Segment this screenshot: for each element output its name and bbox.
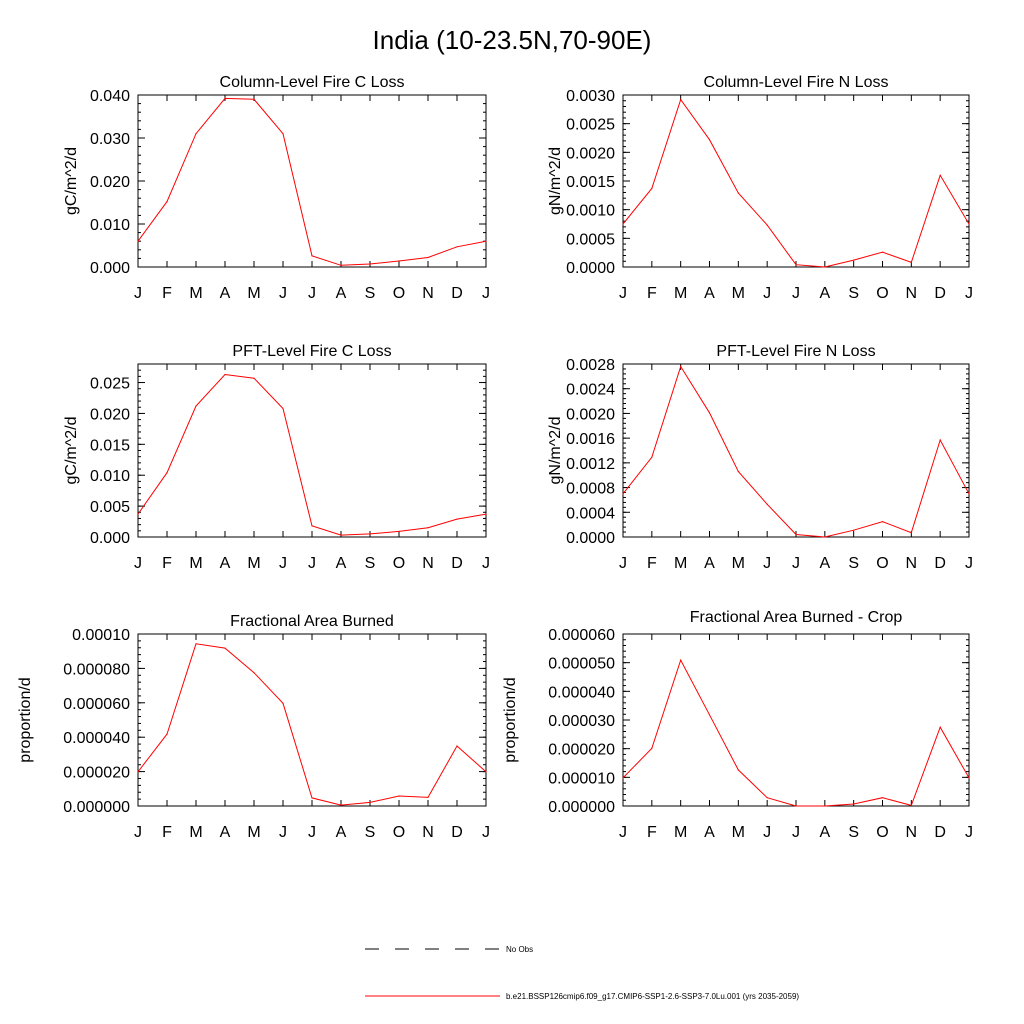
data-point — [282, 703, 283, 704]
data-point — [427, 797, 428, 798]
data-point — [738, 769, 739, 770]
data-point — [680, 660, 681, 661]
x-tick-label: A — [335, 285, 347, 302]
series-line — [623, 100, 969, 267]
x-tick-label: S — [364, 824, 376, 841]
x-tick-label: N — [905, 285, 918, 302]
x-tick-label: F — [646, 285, 657, 302]
data-point — [137, 771, 138, 772]
y-tick-label: 0.000020 — [63, 764, 130, 782]
y-tick-label: 0.0028 — [566, 357, 615, 374]
data-point — [968, 223, 969, 224]
y-tick-label: 0.020 — [89, 174, 130, 191]
plot-frame — [623, 634, 969, 806]
data-point — [738, 192, 739, 193]
x-tick-label: F — [646, 824, 657, 841]
x-tick-label: M — [674, 824, 688, 841]
x-tick-label: D — [934, 285, 946, 302]
y-tick-label: 0.0015 — [566, 174, 615, 191]
x-tick-label: J — [619, 824, 627, 841]
x-tick-label: A — [819, 555, 831, 572]
data-point — [253, 672, 254, 673]
y-tick-label: 0.000040 — [63, 730, 130, 748]
data-point — [680, 366, 681, 367]
data-point — [968, 493, 969, 494]
chart-panel-5 — [17, 613, 490, 841]
x-tick-label: D — [934, 555, 946, 572]
panel-title: Column-Level Fire N Loss — [703, 74, 889, 91]
x-tick-label: J — [792, 824, 800, 841]
y-tick-label: 0.040 — [89, 88, 130, 105]
y-tick-label: 0.0010 — [566, 202, 615, 220]
x-tick-label: O — [392, 555, 406, 572]
chart-panel-4 — [547, 343, 973, 572]
x-tick-label: D — [451, 555, 463, 572]
x-tick-label: J — [763, 555, 772, 572]
x-tick-label: D — [451, 824, 463, 841]
x-tick-label: F — [162, 555, 172, 572]
data-point — [911, 262, 912, 263]
data-point — [709, 139, 710, 140]
data-point — [224, 374, 225, 375]
x-tick-label: J — [279, 285, 287, 302]
x-tick-label: J — [279, 824, 287, 841]
x-tick-label: J — [482, 285, 490, 302]
y-tick-label: 0.010 — [89, 468, 130, 486]
x-tick-label: A — [819, 824, 831, 841]
x-tick-label: N — [422, 555, 434, 572]
y-tick-label: 0.0020 — [566, 145, 615, 163]
x-tick-label: J — [965, 555, 973, 572]
figure-title: India (10-23.5N,70-90E) — [372, 25, 652, 55]
x-tick-label: M — [189, 555, 203, 572]
plot-frame — [138, 634, 486, 806]
y-tick-label: 0.0012 — [566, 455, 615, 473]
x-tick-label: O — [876, 285, 889, 302]
data-point — [137, 241, 138, 242]
series-line — [138, 644, 486, 805]
data-point — [485, 514, 486, 515]
x-tick-label: F — [162, 285, 172, 302]
panel-title: Column-Level Fire C Loss — [219, 74, 405, 91]
legend-model-label: b.e21.BSSP126cmip6.f09_g17.CMIP6-SSP1-2.6-SSP3-7.0Lu.001 (yrs 2035-2059) — [506, 992, 800, 1001]
data-point — [853, 803, 854, 804]
data-point — [456, 246, 457, 247]
data-point — [398, 795, 399, 796]
y-tick-label: 0.0005 — [566, 231, 615, 249]
x-tick-label: F — [646, 555, 657, 572]
y-tick-label: 0.020 — [89, 406, 130, 424]
data-point — [795, 534, 796, 535]
y-axis-label: gC/m^2/d — [63, 147, 80, 215]
data-point — [882, 797, 883, 798]
y-axis-label: proportion/d — [17, 677, 34, 763]
x-tick-label: J — [763, 285, 772, 302]
panel-title: PFT-Level Fire C Loss — [232, 343, 392, 360]
data-point — [311, 255, 312, 256]
legend-obs-label: No Obs — [506, 945, 534, 954]
data-point — [680, 99, 681, 100]
data-point — [166, 734, 167, 735]
series-line — [138, 98, 486, 265]
y-tick-label: 0.000 — [89, 260, 130, 277]
y-tick-label: 0.000030 — [548, 713, 615, 730]
x-tick-label: M — [674, 555, 688, 572]
data-point — [282, 133, 283, 134]
data-point — [882, 252, 883, 253]
data-point — [282, 408, 283, 409]
y-tick-label: 0.000040 — [548, 684, 615, 702]
chart-panel-2 — [547, 74, 973, 302]
y-axis-label: proportion/d — [502, 677, 519, 763]
y-tick-label: 0.000010 — [548, 770, 615, 788]
x-tick-label: A — [335, 824, 347, 841]
y-tick-label: 0.015 — [89, 437, 130, 455]
data-point — [622, 777, 623, 778]
plot-frame — [623, 364, 969, 537]
data-point — [340, 805, 341, 806]
x-tick-label: M — [674, 285, 688, 302]
data-point — [340, 535, 341, 536]
chart-panel-3 — [63, 343, 490, 572]
legend — [365, 945, 799, 1001]
x-tick-label: J — [308, 555, 316, 572]
data-point — [311, 797, 312, 798]
data-point — [622, 493, 623, 494]
x-tick-label: M — [189, 285, 203, 302]
data-point — [253, 378, 254, 379]
data-point — [795, 264, 796, 265]
x-tick-label: J — [792, 285, 800, 302]
y-tick-label: 0.025 — [89, 375, 130, 393]
data-point — [911, 805, 912, 806]
y-tick-label: 0.0020 — [566, 406, 615, 424]
data-point — [767, 504, 768, 505]
data-point — [853, 260, 854, 261]
data-point — [911, 532, 912, 533]
y-tick-label: 0.000 — [89, 530, 130, 547]
data-point — [340, 265, 341, 266]
data-point — [485, 771, 486, 772]
data-point — [166, 201, 167, 202]
data-point — [456, 519, 457, 520]
data-point — [940, 439, 941, 440]
x-tick-label: J — [134, 555, 142, 572]
data-point — [398, 260, 399, 261]
data-point — [253, 99, 254, 100]
x-tick-label: N — [422, 824, 434, 841]
x-tick-label: A — [335, 555, 347, 572]
series-line — [138, 375, 486, 536]
x-tick-label: A — [704, 555, 715, 572]
x-tick-label: J — [619, 285, 627, 302]
data-point — [224, 648, 225, 649]
x-tick-label: J — [763, 824, 772, 841]
data-point — [651, 188, 652, 189]
x-tick-label: A — [219, 555, 231, 572]
x-tick-label: J — [308, 824, 316, 841]
data-point — [137, 514, 138, 515]
data-point — [853, 530, 854, 531]
y-tick-label: 0.000060 — [548, 627, 615, 644]
x-tick-label: M — [731, 824, 745, 841]
panel-title: Fractional Area Burned - Crop — [689, 609, 903, 626]
x-tick-label: F — [162, 824, 172, 841]
data-point — [427, 257, 428, 258]
y-tick-label: 0.0000 — [566, 530, 615, 547]
data-point — [709, 714, 710, 715]
x-tick-label: M — [189, 824, 203, 841]
x-tick-label: J — [965, 824, 973, 841]
x-tick-label: D — [451, 285, 463, 302]
y-tick-label: 0.0030 — [566, 88, 615, 105]
data-point — [369, 802, 370, 803]
x-tick-label: S — [364, 285, 376, 302]
x-tick-label: J — [965, 285, 973, 302]
y-axis-label: gN/m^2/d — [547, 416, 564, 485]
x-tick-label: J — [482, 555, 490, 572]
chart-panel-6 — [502, 609, 973, 841]
y-tick-label: 0.030 — [89, 131, 130, 148]
y-tick-label: 0.0025 — [566, 116, 615, 134]
y-tick-label: 0.000060 — [63, 695, 130, 713]
x-tick-label: S — [848, 555, 860, 572]
x-tick-label: J — [134, 824, 142, 841]
y-tick-label: 0.000050 — [548, 655, 615, 673]
panel-title: PFT-Level Fire N Loss — [716, 343, 876, 360]
series-line — [623, 660, 969, 806]
y-axis-label: gC/m^2/d — [63, 416, 80, 485]
x-tick-label: M — [247, 824, 261, 841]
x-tick-label: S — [364, 555, 376, 572]
data-point — [824, 536, 825, 537]
x-tick-label: N — [905, 824, 918, 841]
panel-title: Fractional Area Burned — [230, 613, 394, 630]
x-tick-label: D — [934, 824, 946, 841]
data-point — [940, 175, 941, 176]
y-tick-label: 0.0008 — [566, 480, 615, 498]
x-tick-label: M — [731, 285, 745, 302]
x-tick-label: O — [392, 285, 406, 302]
data-point — [369, 533, 370, 534]
x-tick-label: O — [392, 824, 406, 841]
data-point — [767, 225, 768, 226]
x-tick-label: N — [422, 285, 434, 302]
y-tick-label: 0.000000 — [548, 799, 615, 816]
x-tick-label: S — [848, 285, 860, 302]
data-point — [795, 805, 796, 806]
plot-frame — [138, 364, 486, 537]
data-point — [224, 98, 225, 99]
data-point — [311, 525, 312, 526]
data-point — [824, 266, 825, 267]
x-tick-label: O — [876, 555, 889, 572]
y-tick-label: 0.000080 — [63, 661, 130, 679]
x-tick-label: M — [247, 555, 261, 572]
data-point — [622, 223, 623, 224]
data-point — [882, 521, 883, 522]
y-tick-label: 0.000020 — [548, 741, 615, 759]
data-point — [940, 727, 941, 728]
data-point — [968, 777, 969, 778]
x-tick-label: N — [905, 555, 918, 572]
data-point — [651, 457, 652, 458]
data-point — [485, 241, 486, 242]
x-tick-label: A — [704, 824, 715, 841]
x-tick-label: M — [731, 555, 745, 572]
y-tick-label: 0.00010 — [72, 627, 130, 644]
x-tick-label: A — [819, 285, 831, 302]
data-point — [195, 133, 196, 134]
data-point — [195, 643, 196, 644]
data-point — [651, 748, 652, 749]
y-tick-label: 0.000000 — [63, 799, 130, 816]
y-tick-label: 0.010 — [89, 217, 130, 234]
data-point — [195, 405, 196, 406]
y-tick-label: 0.005 — [89, 499, 130, 517]
series-line — [623, 367, 969, 538]
x-tick-label: J — [792, 555, 800, 572]
y-tick-label: 0.0016 — [566, 431, 615, 449]
plot-frame — [623, 95, 969, 267]
x-tick-label: S — [848, 824, 860, 841]
data-point — [398, 531, 399, 532]
chart-panels — [17, 74, 973, 841]
x-tick-label: J — [482, 824, 490, 841]
chart-panel-1 — [63, 74, 490, 302]
x-tick-label: J — [619, 555, 627, 572]
data-point — [738, 471, 739, 472]
y-tick-label: 0.0000 — [566, 260, 615, 277]
data-point — [369, 263, 370, 264]
x-tick-label: A — [219, 824, 231, 841]
y-tick-label: 0.0024 — [566, 381, 615, 399]
x-tick-label: J — [279, 555, 287, 572]
x-tick-label: J — [134, 285, 142, 302]
data-point — [456, 745, 457, 746]
plot-frame — [138, 95, 486, 267]
x-tick-label: O — [876, 824, 889, 841]
data-point — [824, 805, 825, 806]
y-axis-label: gN/m^2/d — [547, 147, 564, 215]
x-tick-label: M — [247, 285, 261, 302]
x-tick-label: A — [704, 285, 715, 302]
data-point — [767, 797, 768, 798]
x-tick-label: J — [308, 285, 316, 302]
data-point — [709, 412, 710, 413]
data-point — [427, 527, 428, 528]
y-tick-label: 0.0004 — [566, 505, 615, 523]
x-tick-label: A — [219, 285, 231, 302]
data-point — [166, 472, 167, 473]
